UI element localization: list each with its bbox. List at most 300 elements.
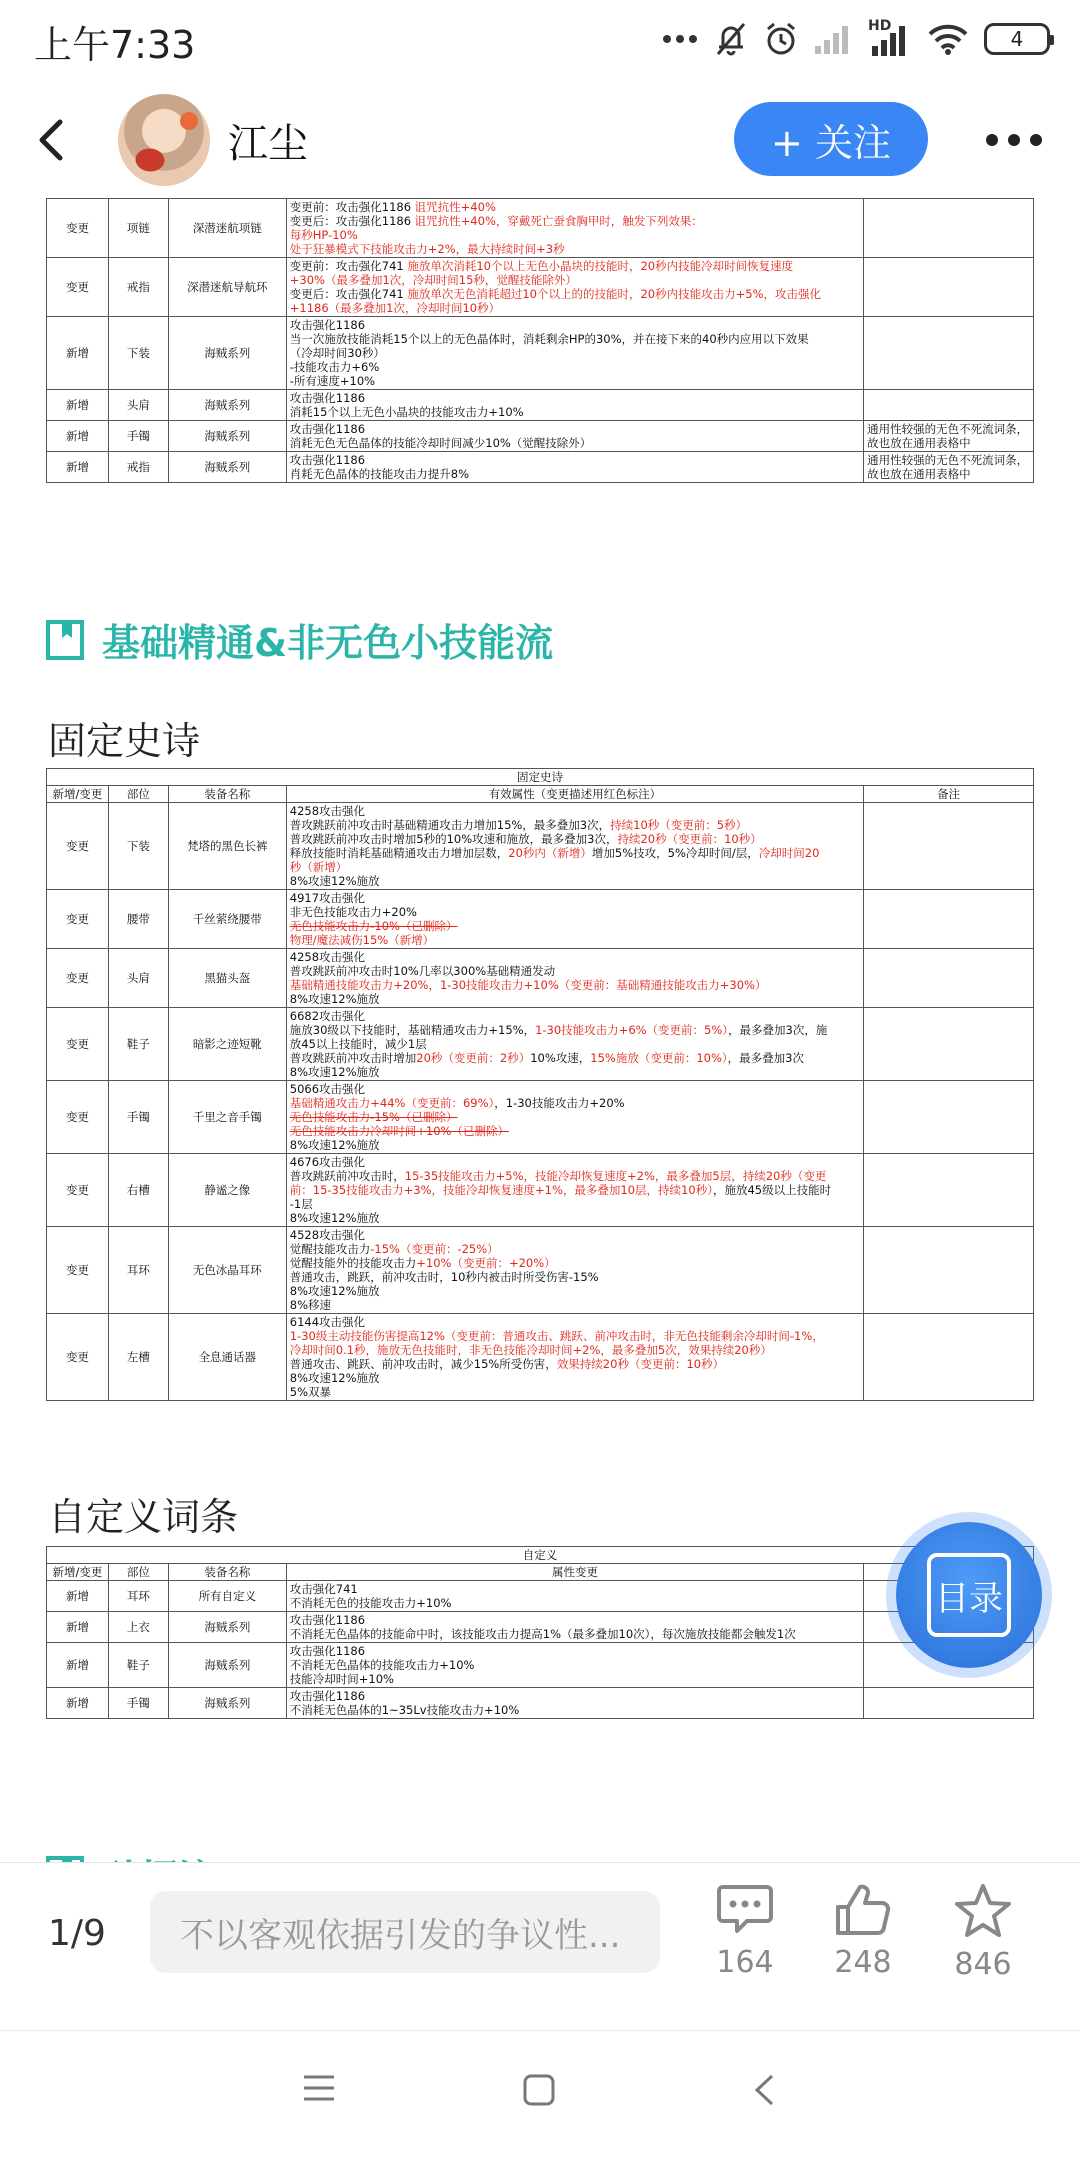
attr-text: 攻击强化1186 (289, 318, 366, 332)
column-header: 装备名称 (168, 1564, 286, 1581)
attr-text: +30%（最多叠加1次，冷却时间15秒，觉醒技能除外） (289, 273, 577, 287)
attr-line (290, 1124, 860, 1138)
attr-text: 15%施放（变更前：10%） (590, 1051, 728, 1065)
attr-line (290, 453, 860, 467)
row-item-name: 无色冰晶耳环 (168, 1227, 286, 1314)
attr-line (290, 1256, 860, 1270)
attr-text: 无色技能攻击力冷却时间+10%（已删除） (289, 1124, 509, 1138)
attr-text: 诅咒抗性+40%，穿戴死亡蚕食胸甲时，触发下列效果： (414, 214, 703, 228)
row-slot: 鞋子 (108, 1008, 168, 1081)
attr-text: 物理/魔法减伤15%（新增） (289, 933, 435, 947)
attr-text: 普攻跳跃前冲攻击时基础精通攻击力增加15%，最多叠加3次， (289, 818, 611, 832)
table-row (47, 1612, 1034, 1643)
wifi-icon (928, 23, 968, 55)
epic-table (46, 768, 1034, 1401)
attr-text: 攻击强化741 (289, 1582, 358, 1596)
row-item-name: 海贼系列 (168, 452, 286, 483)
attr-text: 攻击强化1186 (289, 1613, 366, 1627)
row-item-name: 所有自定义 (168, 1581, 286, 1612)
attr-text: 持续10秒（变更前：5秒） (610, 818, 748, 832)
catalog-icon (927, 1553, 1011, 1637)
attr-line (290, 405, 860, 419)
attr-text: 不消耗无色晶体的技能攻击力+10% (289, 1658, 475, 1672)
row-type: 新增 (47, 390, 109, 421)
row-type: 变更 (47, 890, 109, 949)
row-slot: 手镯 (108, 1081, 168, 1154)
attr-line (290, 1096, 860, 1110)
attr-line (290, 1183, 860, 1197)
status-icons (662, 18, 1050, 60)
attr-line (290, 200, 860, 214)
row-slot: 头肩 (108, 390, 168, 421)
signal-hd-icon (868, 18, 912, 56)
attr-line (290, 1051, 860, 1065)
row-type: 变更 (47, 258, 109, 317)
attr-line (290, 1298, 860, 1312)
table-row (47, 452, 1034, 483)
attr-line (290, 332, 860, 346)
attr-text: 普攻跳跃前冲攻击时增加 (289, 1051, 417, 1065)
attr-line (290, 374, 860, 388)
attr-text: 5066攻击强化 (289, 1082, 366, 1096)
table-row (47, 1581, 1034, 1612)
row-note (864, 258, 1034, 317)
table-row (47, 1081, 1034, 1154)
status-time: 上午7:33 (34, 23, 196, 67)
attr-text: 8%攻速12%施放 (289, 1065, 380, 1079)
row-slot: 手镯 (108, 421, 168, 452)
attr-text: 觉醒技能外的技能攻击力 (289, 1256, 417, 1270)
nav-back-icon[interactable] (752, 2073, 776, 2107)
attr-text: 无色技能攻击力-15%（已删除） (289, 1110, 458, 1124)
attr-line (290, 1082, 860, 1096)
row-item-name: 千丝萦绕腰带 (168, 890, 286, 949)
comment-count: 164 (716, 1945, 774, 1980)
row-type: 变更 (47, 1008, 109, 1081)
table-row (47, 390, 1034, 421)
row-type: 变更 (47, 199, 109, 258)
row-note (864, 1314, 1034, 1401)
attr-text: 施放单次无色消耗超过10个以上的的技能时，20秒内技能攻击力+5%，攻击强化 (407, 287, 822, 301)
row-note (864, 1688, 1034, 1719)
attr-line (290, 1197, 860, 1211)
book-icon (46, 620, 84, 660)
attr-text: 释放技能时消耗基础精通攻击力增加层数， (289, 846, 509, 860)
attr-line (290, 1228, 860, 1242)
attr-line (290, 1110, 860, 1124)
attr-text: 秒（新增） (289, 860, 348, 874)
attr-text: 冷却时间0.1秒，施放无色技能时，非无色技能冷却时间+2%，最多叠加5次，效果持续20秒） (289, 1343, 772, 1357)
attr-line (290, 1315, 860, 1329)
attr-text: 普通攻击、跳跃、前冲攻击时，减少15%所受伤害， (289, 1357, 557, 1371)
attr-line (290, 1138, 860, 1152)
attr-text: -1层 (289, 1197, 313, 1211)
page-indicator: 1/9 (48, 1913, 106, 1954)
battery-level: 4 (1010, 27, 1024, 51)
attr-line (290, 1627, 860, 1641)
attr-text: -15%（变更前：-25%） (370, 1242, 499, 1256)
like-button[interactable] (818, 1883, 908, 1980)
alarm-icon (764, 21, 798, 57)
hd-label: HD (868, 18, 892, 34)
attr-text: +10%（变更前：+20%） (416, 1256, 556, 1270)
table-row (47, 317, 1034, 390)
table-row (47, 1008, 1034, 1081)
row-type: 变更 (47, 1081, 109, 1154)
table-row (47, 1643, 1034, 1688)
attr-line (290, 818, 860, 832)
attr-line (290, 1672, 860, 1686)
attr-text: 变更后：攻击强化1186 (289, 214, 415, 228)
table-row (47, 803, 1034, 890)
system-nav-bar (0, 2030, 1080, 2160)
row-note (864, 199, 1034, 258)
battery-icon (984, 23, 1050, 55)
author-name[interactable]: 江尘 (228, 121, 308, 167)
row-item-name: 深潜迷航项链 (168, 199, 286, 258)
attr-text: 肖耗无色晶体的技能攻击力提升8% (289, 467, 469, 481)
attr-text: 基础精通攻击力+44%（变更前：69%） (289, 1096, 495, 1110)
attr-line (290, 259, 860, 273)
attr-line (290, 287, 860, 301)
custom-table (46, 1546, 1034, 1719)
comment-input[interactable]: 不以客观依据引发的争议性... (150, 1891, 660, 1973)
table-row (47, 890, 1034, 949)
epic-caption: 固定史诗 (47, 769, 1034, 786)
row-slot: 项链 (108, 199, 168, 258)
attr-line (290, 1658, 860, 1672)
attr-text: -技能攻击力+6% (289, 360, 380, 374)
row-type: 新增 (47, 1688, 109, 1719)
table-row (47, 1688, 1034, 1719)
row-attributes (286, 1081, 863, 1154)
row-attributes (286, 890, 863, 949)
attr-text: 4258攻击强化 (289, 950, 366, 964)
attr-line (290, 346, 860, 360)
attr-text: 不消耗无色晶体的技能命中时，该技能攻击力提高1%（最多叠加10次），每次施放技能都会触发1次 (289, 1627, 796, 1641)
changes-table (46, 198, 1034, 483)
attr-text: 变更前：攻击强化741 (289, 259, 408, 273)
attr-line (290, 228, 860, 242)
row-note (864, 1008, 1034, 1081)
attr-text: 8%攻速12%施放 (289, 874, 380, 888)
attr-text: 普攻跳跃前冲攻击时增加5秒的10%攻速和施放，最多叠加3次， (289, 832, 618, 846)
attr-text: 效果持续20秒（变更前：10秒） (556, 1357, 725, 1371)
attr-line (290, 1329, 860, 1343)
attr-text: 诅咒抗性+40% (414, 200, 496, 214)
more-options-icon[interactable] (986, 134, 1042, 146)
attr-line (290, 846, 860, 860)
row-item-name: 全息通话器 (168, 1314, 286, 1401)
row-attributes (286, 258, 863, 317)
row-type: 新增 (47, 452, 109, 483)
attr-line (290, 804, 860, 818)
row-note (864, 803, 1034, 890)
attr-text: 消耗15个以上无色小晶块的技能攻击力+10% (289, 405, 524, 419)
attr-text: 6682攻击强化 (289, 1009, 366, 1023)
row-attributes (286, 949, 863, 1008)
row-type: 变更 (47, 803, 109, 890)
attr-line (290, 891, 860, 905)
attr-text: 技能冷却时间+10% (289, 1672, 394, 1686)
row-type: 新增 (47, 1581, 109, 1612)
column-header: 新增/变更 (47, 786, 109, 803)
table-row (47, 1227, 1034, 1314)
more-dots-icon (662, 34, 698, 44)
attr-text: ，施放45级以上技能时 (712, 1183, 832, 1197)
row-item-name: 梵塔的黑色长裤 (168, 803, 286, 890)
attr-text: 攻击强化1186 (289, 1644, 366, 1658)
attr-line (290, 1242, 860, 1256)
attr-line (290, 1343, 860, 1357)
row-type: 新增 (47, 1612, 109, 1643)
attr-text: ，1-30技能攻击力+20% (494, 1096, 625, 1110)
row-slot: 下装 (108, 317, 168, 390)
back-icon[interactable] (34, 118, 70, 162)
attr-text: 8%移速 (289, 1298, 331, 1312)
signal-weak-icon (814, 24, 852, 54)
attr-text: 4917攻击强化 (289, 891, 366, 905)
row-type: 变更 (47, 1314, 109, 1401)
attr-text: 8%攻速12%施放 (289, 1284, 380, 1298)
row-attributes (286, 452, 863, 483)
row-item-name: 静谧之像 (168, 1154, 286, 1227)
row-note: 通用性较强的无色不死流词条，故也放在通用表格中 (864, 421, 1034, 452)
row-attributes (286, 1581, 863, 1612)
attr-text: 攻击强化1186 (289, 422, 366, 436)
row-slot: 腰带 (108, 890, 168, 949)
custom-caption: 自定义 (47, 1547, 1034, 1564)
row-type: 新增 (47, 421, 109, 452)
attr-text: -所有速度+10% (289, 374, 376, 388)
row-type: 新增 (47, 317, 109, 390)
attr-text: 10%攻速， (530, 1051, 591, 1065)
row-attributes (286, 803, 863, 890)
row-attributes (286, 1612, 863, 1643)
row-note (864, 949, 1034, 1008)
section-heading (46, 612, 553, 667)
attr-text: 6144攻击强化 (289, 1315, 366, 1329)
attr-text: 施放30级以下技能时，基础精通攻击力+15%， (289, 1023, 536, 1037)
attr-line (290, 832, 860, 846)
attr-text: 不消耗无色晶体的1~35Lv技能攻击力+10% (289, 1703, 520, 1717)
attr-text: 8%攻速12%施放 (289, 992, 380, 1006)
attr-text: 觉醒技能攻击力 (289, 1242, 371, 1256)
attr-line (290, 905, 860, 919)
table-row (47, 949, 1034, 1008)
row-type: 新增 (47, 1643, 109, 1688)
column-header: 有效属性（变更描述用红色标注） (286, 786, 863, 803)
attr-text: 变更前：攻击强化1186 (289, 200, 415, 214)
attr-line (290, 467, 860, 481)
column-header: 新增/变更 (47, 1564, 109, 1581)
like-count: 248 (834, 1945, 892, 1980)
row-attributes (286, 421, 863, 452)
top-bar (0, 80, 1080, 198)
attr-text: ，最多叠加3次 (727, 1051, 804, 1065)
favorite-button[interactable] (938, 1883, 1028, 1982)
table-row (47, 199, 1034, 258)
row-item-name: 千里之音手镯 (168, 1081, 286, 1154)
attr-line (290, 1371, 860, 1385)
comment-icon (717, 1883, 773, 1937)
row-slot: 耳环 (108, 1227, 168, 1314)
row-attributes (286, 1008, 863, 1081)
attr-line (290, 318, 860, 332)
row-slot: 右槽 (108, 1154, 168, 1227)
attr-text: 不消耗无色的技能攻击力+10% (289, 1596, 452, 1610)
star-icon (954, 1883, 1012, 1939)
attr-text: 非无色技能攻击力+20% (289, 905, 417, 919)
row-type: 变更 (47, 1227, 109, 1314)
attr-text: 冷却时间20 (758, 846, 820, 860)
attr-line (290, 1169, 860, 1183)
attr-text: 施放单次消耗10个以上无色小晶块的技能时，20秒内技能冷却时间恢复速度 (407, 259, 794, 273)
attr-line (290, 1023, 860, 1037)
attr-text: 5%双暴 (289, 1385, 331, 1399)
attr-text: （冷却时间30秒） (289, 346, 385, 360)
attr-text: 持续20秒（变更前：10秒） (617, 832, 762, 846)
attr-text: 基础精通技能攻击力+20%，1-30技能攻击力+10%（变更前：基础精通技能攻击力+30%） (289, 978, 767, 992)
attr-line (290, 964, 860, 978)
attr-line (290, 1065, 860, 1079)
column-header: 装备名称 (168, 786, 286, 803)
attr-line (290, 1037, 860, 1051)
attr-text: 变更后：攻击强化741 (289, 287, 408, 301)
attr-line (290, 436, 860, 450)
attr-line (290, 422, 860, 436)
attr-text: 普攻跳跃前冲攻击时， (289, 1169, 405, 1183)
row-attributes (286, 1688, 863, 1719)
row-slot: 鞋子 (108, 1643, 168, 1688)
row-item-name: 海贼系列 (168, 1612, 286, 1643)
attr-text: 消耗无色无色晶体的技能冷却时间减少10%（觉醒技除外） (289, 436, 592, 450)
attr-text: 8%攻速12%施放 (289, 1138, 380, 1152)
row-attributes (286, 1314, 863, 1401)
section-title: 基础精通&非无色小技能流 (102, 621, 554, 665)
row-slot: 戒指 (108, 258, 168, 317)
attr-text: 增加5%技攻，5%冷却时间/层， (591, 846, 759, 860)
attr-text: 4676攻击强化 (289, 1155, 366, 1169)
attr-text: 无色技能攻击力-10%（已删除） (289, 919, 458, 933)
row-item-name: 海贼系列 (168, 421, 286, 452)
attr-line (290, 1284, 860, 1298)
table-row (47, 421, 1034, 452)
row-attributes (286, 1154, 863, 1227)
attr-line (290, 1689, 860, 1703)
attr-line (290, 933, 860, 947)
attr-line (290, 919, 860, 933)
attr-line (290, 874, 860, 888)
menu-icon[interactable] (302, 2073, 336, 2103)
attr-text: 处于狂暴模式下技能攻击力+2%，最大持续时间+3秒 (289, 242, 565, 256)
row-item-name: 黑猫头盔 (168, 949, 286, 1008)
attr-text: 1-30技能攻击力+6%（变更前：5%） (535, 1023, 729, 1037)
row-slot: 戒指 (108, 452, 168, 483)
attr-line (290, 1270, 860, 1284)
catalog-label: 目录 (935, 1578, 1003, 1619)
attr-text: 每秒HP-10% (289, 228, 358, 242)
table-row (47, 1154, 1034, 1227)
thumbs-up-icon (834, 1883, 892, 1937)
attr-line (290, 391, 860, 405)
home-icon[interactable] (522, 2073, 556, 2107)
attr-text: 前：15-35技能攻击力+3%，技能冷却恢复速度+1%，最多叠加10层，持续10秒） (289, 1183, 713, 1197)
column-header: 部位 (108, 786, 168, 803)
row-slot: 下装 (108, 803, 168, 890)
row-attributes (286, 199, 863, 258)
attr-line (290, 1644, 860, 1658)
follow-button[interactable]: + 关注 (734, 102, 928, 176)
attr-line (290, 860, 860, 874)
row-note (864, 390, 1034, 421)
row-item-name: 海贼系列 (168, 317, 286, 390)
row-item-name: 暗影之迹短靴 (168, 1008, 286, 1081)
row-slot: 手镯 (108, 1688, 168, 1719)
attr-text: 攻击强化1186 (289, 391, 366, 405)
attr-line (290, 1582, 860, 1596)
row-slot: 头肩 (108, 949, 168, 1008)
comments-button[interactable] (700, 1883, 790, 1980)
catalog-button[interactable] (896, 1522, 1042, 1668)
attr-line (290, 1211, 860, 1225)
row-attributes (286, 1643, 863, 1688)
attr-text: 20秒（变更前：2秒） (416, 1051, 531, 1065)
row-item-name: 海贼系列 (168, 390, 286, 421)
row-attributes (286, 1227, 863, 1314)
attr-text: 攻击强化1186 (289, 1689, 366, 1703)
attr-text: 普通攻击，跳跃，前冲攻击时，10秒内被击时所受伤害-15% (289, 1270, 599, 1284)
status-bar (0, 0, 1080, 78)
row-item-name: 海贼系列 (168, 1688, 286, 1719)
column-header: 属性变更 (286, 1564, 863, 1581)
attr-line (290, 301, 860, 315)
attr-line (290, 1613, 860, 1627)
column-header: 备注 (864, 786, 1034, 803)
attr-line (290, 1385, 860, 1399)
row-attributes (286, 390, 863, 421)
attr-line (290, 1009, 860, 1023)
table-row (47, 1314, 1034, 1401)
attr-text: 15-35技能攻击力+5%，技能冷却恢复速度+2%，最多叠加5层，持续20秒（变更 (404, 1169, 827, 1183)
attr-line (290, 214, 860, 228)
row-note (864, 317, 1034, 390)
attr-line (290, 273, 860, 287)
attr-text: 8%攻速12%施放 (289, 1371, 380, 1385)
attr-line (290, 1703, 860, 1717)
attr-text: ，最多叠加3次，施 (728, 1023, 828, 1037)
mute-bell-icon (714, 21, 748, 57)
row-type: 变更 (47, 949, 109, 1008)
attr-text: 4258攻击强化 (289, 804, 366, 818)
attr-text: 4528攻击强化 (289, 1228, 366, 1242)
row-slot: 上衣 (108, 1612, 168, 1643)
attr-text: 20秒内（新增） (508, 846, 592, 860)
avatar[interactable] (118, 94, 210, 186)
attr-line (290, 950, 860, 964)
column-header: 部位 (108, 1564, 168, 1581)
attr-line (290, 978, 860, 992)
attr-line (290, 1357, 860, 1371)
attr-text: 1-30级主动技能伤害提高12%（变更前：普通攻击、跳跃、前冲攻击时，非无色技能剩余冷却时间-1%， (289, 1329, 824, 1343)
row-slot: 左槽 (108, 1314, 168, 1401)
row-attributes (286, 317, 863, 390)
row-type: 变更 (47, 1154, 109, 1227)
row-note (864, 1227, 1034, 1314)
epic-heading: 固定史诗 (48, 719, 201, 763)
attr-line (290, 1596, 860, 1610)
attr-line (290, 242, 860, 256)
